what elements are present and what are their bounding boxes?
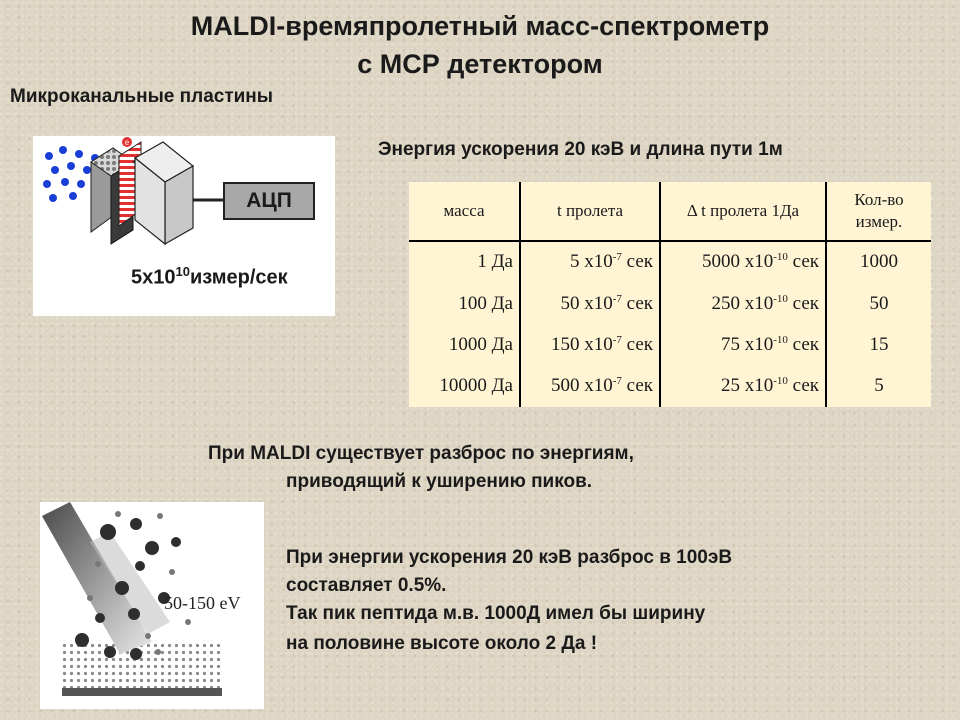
spread-text-line1: При энергии ускорения 20 кэВ разброс в 100эВ <box>286 547 733 568</box>
cell-delta-flight-time: 5000 $x10^{-10}$ сек <box>660 241 826 283</box>
cell-mass: 100 Да <box>409 283 520 324</box>
maldi-note-line1: При MALDI существует разброс по энергиям, <box>208 443 634 464</box>
svg-text:e: e <box>124 138 130 147</box>
table-row <box>409 366 931 407</box>
header-flight-time: t пролета <box>520 182 660 241</box>
cell-count: 5 <box>874 375 884 397</box>
measurement-rate <box>131 264 288 290</box>
cell-flight-time: 500 $x10^{-7}$ сек <box>520 366 660 407</box>
flight-time-table <box>409 182 931 407</box>
energy-spread-label: 50-150 eV <box>164 593 241 613</box>
spread-text-line4: на половине высоте около 2 Да ! <box>286 633 598 654</box>
rate-unit: измер/сек <box>189 266 288 289</box>
cell-mass: 1000 Да <box>409 324 520 365</box>
cell-mass: 10000 Да <box>409 366 520 407</box>
mcp-caption: Микроканальные пластины <box>10 86 274 107</box>
adc-label: АЦП <box>246 189 292 212</box>
page-title-line2: с МСР детектором <box>357 49 603 79</box>
cell-mass: 1 Да <box>409 241 520 283</box>
cell-count: 50 <box>869 292 889 314</box>
rate-exponent: 10 <box>175 264 190 279</box>
page-title-line1: MALDI-времяпролетный масс-спектрометр <box>190 11 770 41</box>
table-row <box>409 241 931 283</box>
spread-text-line2: составляет 0.5%. <box>286 575 447 596</box>
header-mass: масса <box>409 182 520 241</box>
header-delta-flight-time: Δ t пролета 1Да <box>660 182 826 241</box>
cell-flight-time: 5 $x10^{-7}$ сек <box>520 241 660 283</box>
table-header-row <box>409 182 931 241</box>
rate-base: 5x10 <box>131 266 176 289</box>
maldi-note-line2: приводящий к уширению пиков. <box>286 471 593 492</box>
header-count <box>826 182 931 241</box>
spread-text-line3: Так пик пептида м.в. 1000Д имел бы ширину <box>286 603 706 624</box>
cell-delta-flight-time: 75 $x10^{-10}$ сек <box>660 324 826 365</box>
header-count-line2: измер. <box>855 211 903 231</box>
table-row <box>409 283 931 324</box>
energy-note: Энергия ускорения 20 кэВ и длина пути 1м <box>378 139 783 160</box>
cell-count: 15 <box>869 334 889 356</box>
header-count-line1: Кол-во <box>854 189 904 209</box>
cell-delta-flight-time: 250 $x10^{-10}$ сек <box>660 283 826 324</box>
cell-flight-time: 50 $x10^{-7}$ сек <box>520 283 660 324</box>
cell-flight-time: 150 $x10^{-7}$ сек <box>520 324 660 365</box>
adc-box <box>223 182 315 220</box>
cell-count: 1000 <box>860 251 898 273</box>
cell-delta-flight-time: 25 $x10^{-10}$ сек <box>660 366 826 407</box>
table-row <box>409 324 931 365</box>
